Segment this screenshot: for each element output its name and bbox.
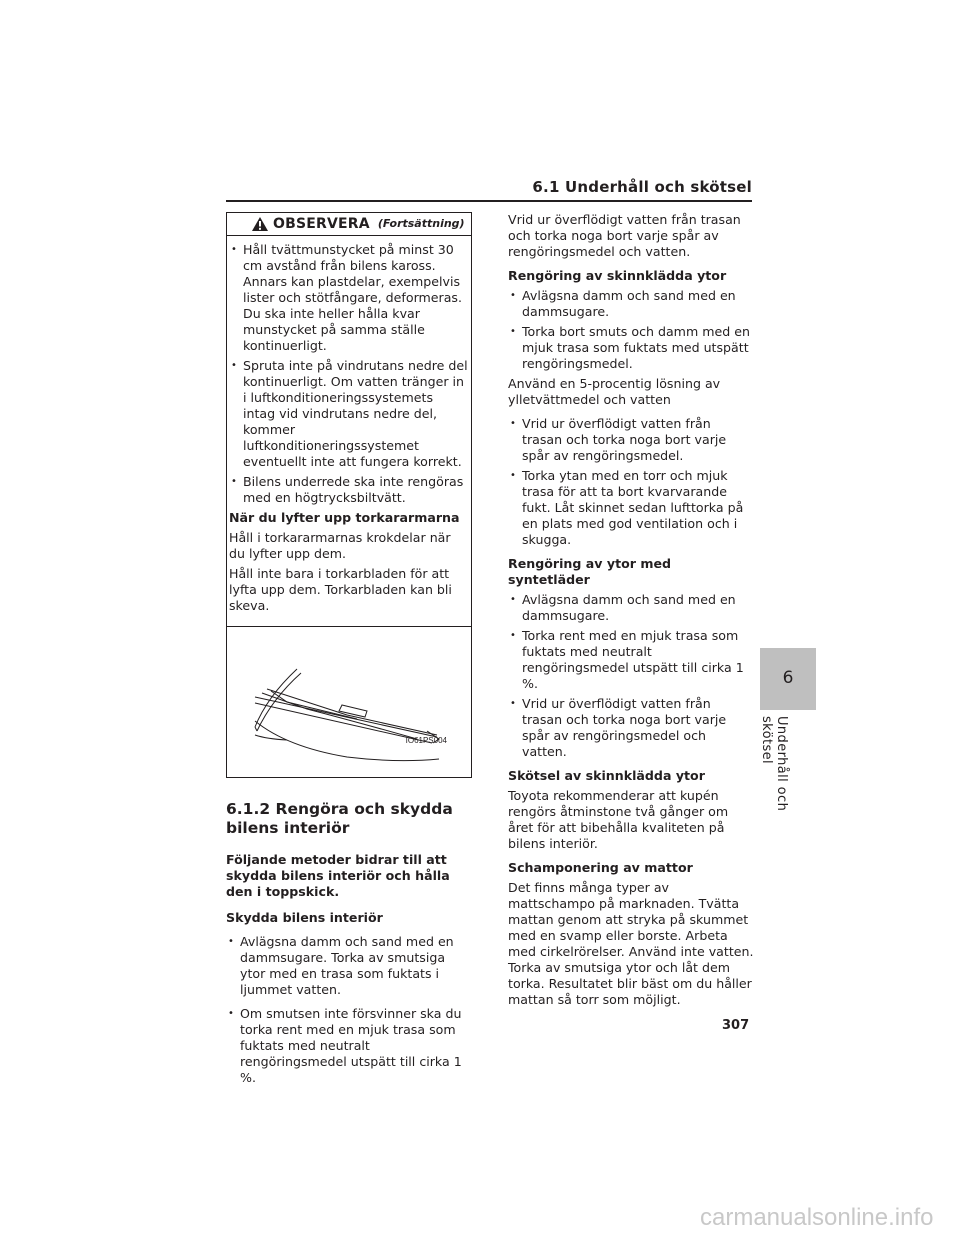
left-column xyxy=(226,212,472,1090)
leather-bullet: • Torka ytan med en torr och mjuk trasa för att ta bort kvarvarande fukt. Låt skinnet sedan lufttorka på en plats med god ventilation och i skugga. xyxy=(508,468,754,548)
caution-subtitle: (Fortsättning) xyxy=(377,217,465,230)
chapter-label: Underhåll och skötsel xyxy=(759,716,789,812)
watermark: carmanualsonline.info xyxy=(700,1204,934,1231)
caution-bullet: • Håll tvättmunstycket på minst 30 cm avstånd från bilens kaross. Annars kan plastdelar, exempelvis lister och stötfångare, deformeras. Du ska inte heller hålla kvar munstycket på samma ställe kontinuerligt. xyxy=(229,242,469,354)
synthetic-bullet: • Avlägsna damm och sand med en dammsugare. xyxy=(508,592,754,624)
chapter-number: 6 xyxy=(782,668,794,688)
warning-triangle-icon xyxy=(251,216,269,232)
section-title: 6.1.2 Rengöra och skydda bilens interiör xyxy=(226,800,453,837)
caution-box xyxy=(226,212,472,778)
section-lead: Följande metoder bidrar till att skydda bilens interiör och hålla den i toppskick. xyxy=(226,852,450,899)
caution-title: OBSERVERA xyxy=(273,216,370,232)
leather-paragraph: Använd en 5-procentig lösning av ylletvättmedel och vatten xyxy=(508,376,721,407)
page-number: 307 xyxy=(722,1018,750,1033)
chapter-tab xyxy=(760,648,816,710)
caution-bullet: • Bilens underrede ska inte rengöras med en högtrycksbiltvätt. xyxy=(229,474,469,506)
protect-heading: Skydda bilens interiör xyxy=(226,910,383,925)
caution-header xyxy=(227,213,471,236)
leather-bullet: • Avlägsna damm och sand med en dammsugare. xyxy=(508,288,754,320)
caution-bullet: • Spruta inte på vindrutans nedre del kontinuerligt. Om vatten tränger in i luftkonditioneringssystemets intag vid vindrutans nedre del, kommer luftkonditioneringssystemet eventuellt inte att fungera korrekt. xyxy=(229,358,469,470)
wiper-illustration xyxy=(227,626,471,777)
header-rule xyxy=(226,200,752,202)
care-heading: Skötsel av skinnklädda ytor xyxy=(508,768,705,783)
synthetic-bullet: • Torka rent med en mjuk trasa som fuktats med neutralt rengöringsmedel utspätt till cirka 1 %. xyxy=(508,628,754,692)
shampoo-paragraph: Det finns många typer av mattschampo på marknaden. Tvätta mattan genom att stryka på skummet med en svamp eller borste. Arbeta med cirkelrörelser. Använd inte vatten. Torka av smutsiga ytor och låt dem torka. Resultatet blir bäst om du håller mattan så torr som möjligt. xyxy=(508,880,754,1007)
continued-paragraph: Vrid ur överflödigt vatten från trasan och torka noga bort varje spår av rengöringsmedel och vatten. xyxy=(508,212,741,259)
leather-bullet: • Vrid ur överflödigt vatten från trasan och torka noga bort varje spår av rengöringsmedel. xyxy=(508,416,754,464)
shampoo-heading: Schamponering av mattor xyxy=(508,860,693,875)
protect-bullet: • Om smutsen inte försvinner ska du torka rent med en mjuk trasa som fuktats med neutralt rengöringsmedel utspätt till cirka 1 %. xyxy=(226,1006,472,1086)
protect-bullet: • Avlägsna damm och sand med en dammsugare. Torka av smutsiga ytor med en trasa som fuktats i ljummet vatten. xyxy=(226,934,472,998)
synthetic-heading: Rengöring av ytor med syntetläder xyxy=(508,556,672,587)
right-column xyxy=(508,212,754,1012)
leather-heading: Rengöring av skinnklädda ytor xyxy=(508,268,727,283)
wiper-heading: När du lyfter upp torkararmarna xyxy=(229,510,460,525)
care-paragraph: Toyota rekommenderar att kupén rengörs åtminstone två gånger om året för att bibehålla kvaliteten på bilens interiör. xyxy=(508,788,729,851)
figure-code: IO61PS004 xyxy=(405,736,447,745)
synthetic-bullet: • Vrid ur överflödigt vatten från trasan och torka noga bort varje spår av rengöringsmedel och vatten. xyxy=(508,696,754,760)
wiper-paragraph: Håll i torkararmarnas krokdelar när du lyfter upp dem. xyxy=(229,530,451,561)
running-header: 6.1 Underhåll och skötsel xyxy=(532,178,752,196)
wiper-arm-drawing xyxy=(227,627,473,777)
leather-bullet: • Torka bort smuts och damm med en mjuk trasa som fuktats med utspätt rengöringsmedel. xyxy=(508,324,754,372)
wiper-paragraph: Håll inte bara i torkarbladen för att lyfta upp dem. Torkarbladen kan bli skeva. xyxy=(229,566,452,613)
